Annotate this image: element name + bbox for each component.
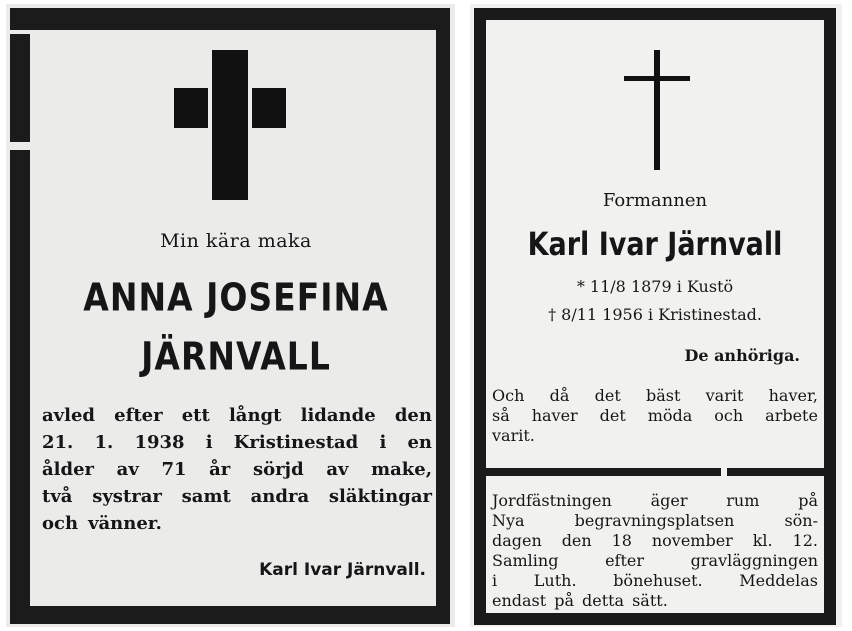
word: avled bbox=[42, 405, 95, 426]
death-line: † 8/11 1956 i Kristinestad. bbox=[548, 305, 762, 324]
word: gravläggningen bbox=[690, 551, 818, 570]
deceased-title: Formannen bbox=[602, 190, 708, 211]
birth-line: * 11/8 1879 i Kustö bbox=[576, 277, 734, 296]
body-line bbox=[42, 510, 432, 537]
word: sörjd bbox=[252, 459, 304, 480]
border-left bbox=[10, 34, 30, 606]
funeral-line bbox=[492, 491, 818, 511]
funeral-line bbox=[492, 511, 818, 531]
word: efter bbox=[605, 551, 645, 570]
funeral-info bbox=[492, 491, 818, 611]
verse bbox=[492, 386, 818, 446]
word: sätt. bbox=[632, 591, 668, 610]
funeral-line bbox=[492, 571, 818, 591]
word: endast bbox=[492, 591, 547, 610]
funeral-line bbox=[492, 531, 818, 551]
word: rum bbox=[726, 491, 760, 510]
word: i bbox=[379, 432, 387, 453]
funeral-line bbox=[492, 591, 818, 611]
verse-line bbox=[492, 426, 818, 446]
word: Samling bbox=[492, 551, 559, 570]
verse-line bbox=[492, 406, 818, 426]
word: 21. bbox=[42, 432, 74, 453]
word: i bbox=[205, 432, 213, 453]
body-line bbox=[42, 402, 432, 429]
word: Kristinestad bbox=[233, 432, 359, 453]
word: av bbox=[326, 459, 349, 480]
word: Meddelas bbox=[739, 571, 818, 590]
word: efter bbox=[114, 405, 163, 426]
word: arbete bbox=[765, 406, 818, 425]
word: möda bbox=[647, 406, 693, 425]
word: långt bbox=[228, 405, 282, 426]
border-bottom bbox=[10, 606, 450, 624]
word: Luth. bbox=[533, 571, 577, 590]
border-top bbox=[10, 8, 450, 30]
word: Nya bbox=[492, 511, 525, 530]
word: vänner. bbox=[88, 513, 162, 534]
word: dagen bbox=[492, 531, 542, 550]
verse-line bbox=[492, 386, 818, 406]
mourners: De anhöriga. bbox=[684, 346, 800, 365]
notice-intro: Min kära maka bbox=[160, 230, 312, 252]
word: begravningsplatsen bbox=[574, 511, 735, 530]
word: 71 bbox=[161, 459, 187, 480]
word: kl. bbox=[752, 531, 773, 550]
death-notice-karl bbox=[470, 4, 842, 627]
body-line bbox=[42, 483, 432, 510]
word: varit bbox=[705, 386, 744, 405]
word: systrar bbox=[92, 486, 162, 507]
word: det bbox=[594, 386, 621, 405]
word: äger bbox=[650, 491, 688, 510]
word: bönehuset. bbox=[613, 571, 703, 590]
border-right bbox=[436, 30, 450, 606]
word: make, bbox=[371, 459, 432, 480]
word: så bbox=[492, 406, 510, 425]
word: då bbox=[549, 386, 570, 405]
border-top bbox=[474, 8, 836, 20]
word: och bbox=[42, 513, 79, 534]
word: haver, bbox=[768, 386, 818, 405]
death-notice-anna bbox=[6, 4, 455, 627]
word: år bbox=[209, 459, 231, 480]
word: och bbox=[714, 406, 744, 425]
word: av bbox=[116, 459, 139, 480]
body-line bbox=[42, 429, 432, 456]
word: en bbox=[407, 432, 432, 453]
word: andra bbox=[250, 486, 310, 507]
word: Och bbox=[492, 386, 525, 405]
word: på bbox=[798, 491, 818, 510]
notice-body bbox=[42, 402, 432, 537]
word: Jordfästningen bbox=[492, 491, 612, 510]
section-divider bbox=[486, 468, 824, 476]
word: den bbox=[394, 405, 432, 426]
word: 12. bbox=[792, 531, 818, 550]
deceased-name-last: JÄRNVALL bbox=[141, 334, 331, 379]
word: släktingar bbox=[328, 486, 432, 507]
word: samt bbox=[181, 486, 231, 507]
word: ålder bbox=[42, 459, 95, 480]
word: haver bbox=[531, 406, 578, 425]
word: det bbox=[599, 406, 626, 425]
word: lidande bbox=[300, 405, 376, 426]
body-line bbox=[42, 456, 432, 483]
word: i bbox=[492, 571, 498, 590]
signature: Karl Ivar Järnvall. bbox=[259, 560, 426, 580]
word: den bbox=[561, 531, 592, 550]
word: sön- bbox=[784, 511, 818, 530]
word: varit. bbox=[492, 426, 535, 445]
border-left bbox=[474, 8, 486, 625]
word: 18 bbox=[611, 531, 632, 550]
word: 1938 bbox=[134, 432, 185, 453]
border-right bbox=[824, 8, 836, 625]
word: två bbox=[42, 486, 73, 507]
word: november bbox=[651, 531, 733, 550]
word: 1. bbox=[94, 432, 114, 453]
word: bäst bbox=[645, 386, 681, 405]
word: på bbox=[554, 591, 574, 610]
word: detta bbox=[581, 591, 625, 610]
word: ett bbox=[181, 405, 210, 426]
border-bottom bbox=[474, 613, 836, 625]
deceased-name-first: ANNA JOSEFINA bbox=[83, 275, 389, 320]
funeral-line bbox=[492, 551, 818, 571]
deceased-name: Karl Ivar Järnvall bbox=[527, 226, 783, 264]
